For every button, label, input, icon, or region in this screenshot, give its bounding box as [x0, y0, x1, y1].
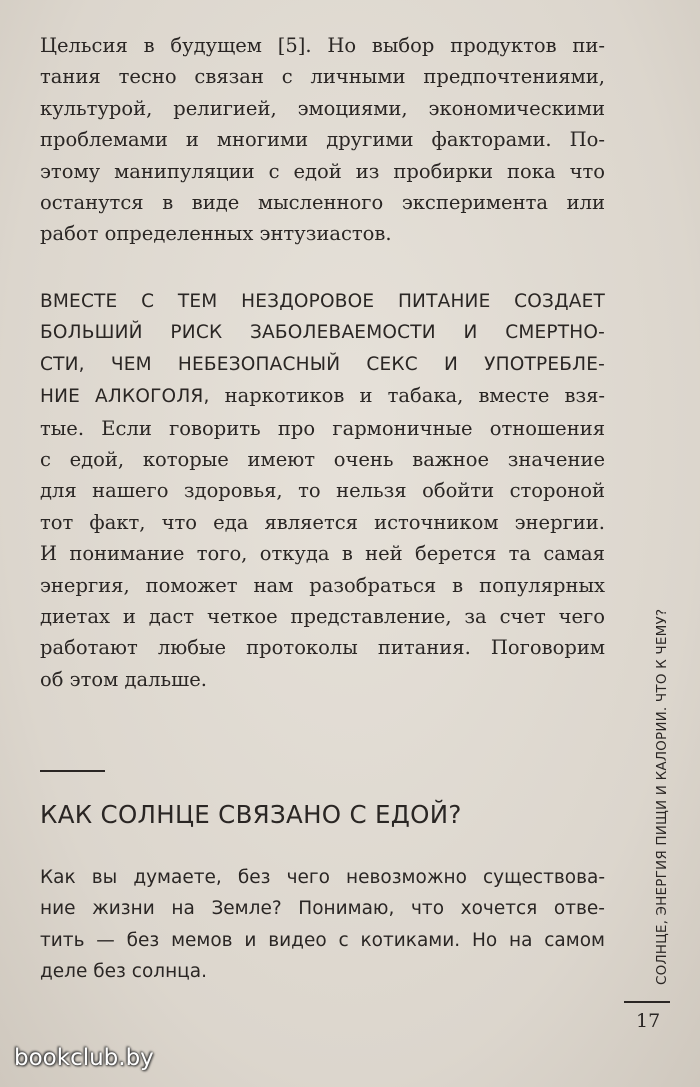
text-line: культурой, религией, эмоциями, экономическими	[40, 96, 605, 120]
mixed-line	[40, 380, 605, 412]
page-number: 17	[636, 1010, 661, 1032]
watermark: bookclub.by	[14, 1045, 154, 1071]
text-line: работ определенных энтузиастов.	[40, 222, 392, 246]
text-line: об этом дальше.	[40, 667, 207, 691]
caps-fragment: НИЕ АЛКОГОЛЯ,	[40, 386, 210, 408]
text-line: останутся в виде мысленного эксперимента или	[40, 191, 605, 215]
text-line: энергия, поможет нам разобраться в популярных	[40, 573, 605, 597]
text-line: для нашего здоровья, то нельзя обойти стороной	[40, 479, 605, 503]
section-divider	[40, 770, 105, 772]
text-line: Как вы думаете, без чего невозможно существова-	[40, 867, 605, 888]
text-line: деле без солнца.	[40, 961, 207, 983]
text-fragment: наркотиков и табака, вместе взя-	[209, 384, 605, 408]
section-heading: КАК СОЛНЦЕ СВЯЗАНО С ЕДОЙ?	[40, 800, 462, 829]
text-line: проблемами и многими другими факторами. По-	[40, 128, 605, 152]
text-line: работают любые протоколы питания. Поговорим	[40, 636, 605, 660]
page-number-rule	[624, 1001, 670, 1003]
text-line: тания тесно связан с личными предпочтениями,	[40, 65, 605, 89]
text-line: тот факт, что еда является источником энергии.	[40, 510, 605, 534]
paragraph-2	[40, 286, 605, 695]
text-line: тые. Если говорить про гармоничные отношения	[40, 416, 605, 440]
text-line: И понимание того, откуда в ней берется та самая	[40, 542, 605, 566]
text-line: с едой, которые имеют очень важное значение	[40, 448, 605, 472]
running-title: СОЛНЦЕ, ЭНЕРГИЯ ПИЩИ И КАЛОРИИ. ЧТО К ЧЕМУ?	[654, 608, 670, 985]
text-line: Цельсия в будущем [5]. Но выбор продуктов пи-	[40, 34, 605, 57]
text-line: диетах и даст четкое представление, за счет чего	[40, 605, 605, 629]
caps-line: СТИ, ЧЕМ НЕБЕЗОПАСНЫЙ СЕКС И УПОТРЕБЛЕ-	[40, 353, 605, 375]
paragraph-3	[40, 862, 605, 988]
caps-line: ВМЕСТЕ С ТЕМ НЕЗДОРОВОЕ ПИТАНИЕ СОЗДАЕТ	[40, 291, 605, 312]
paragraph-1	[40, 30, 605, 250]
text-line: тить — без мемов и видео с котиками. Но на самом	[40, 929, 605, 951]
text-line: ние жизни на Земле? Понимаю, что хочется отве-	[40, 898, 605, 920]
caps-line: БОЛЬШИЙ РИСК ЗАБОЛЕВАЕМОСТИ И СМЕРТНО-	[40, 322, 605, 344]
text-line: этому манипуляции с едой из пробирки пока что	[40, 159, 605, 183]
